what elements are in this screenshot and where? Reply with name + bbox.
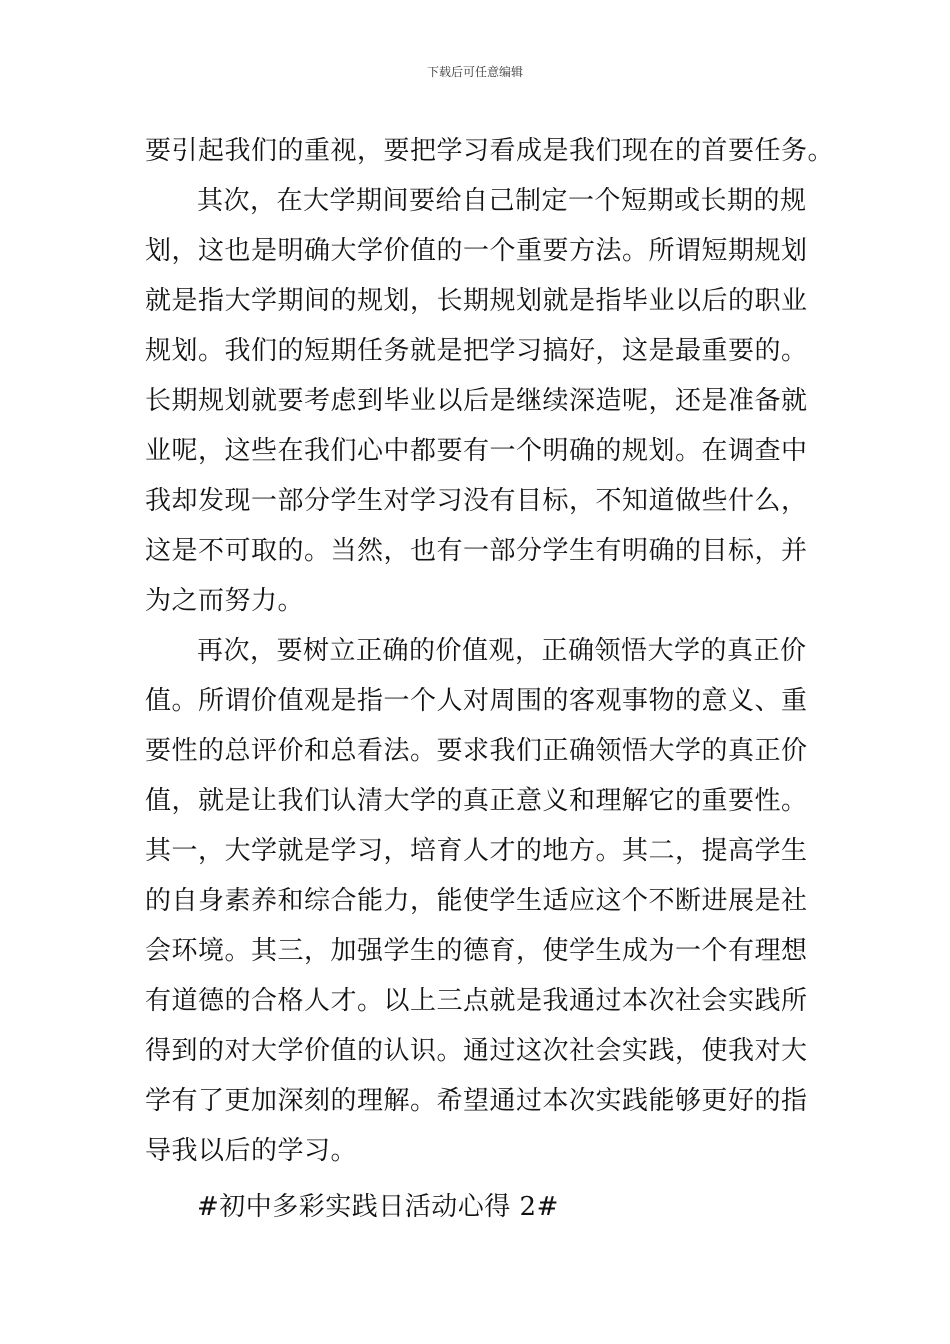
text-line: 长期规划就要考虑到毕业以后是继续深造呢，还是准备就 xyxy=(145,386,808,416)
page-header: 下载后可任意编辑 xyxy=(426,65,523,79)
paragraph-start-line: 其次，在大学期间要给自己制定一个短期或长期的规 xyxy=(197,186,807,216)
text-line: 会环境。其三，加强学生的德育，使学生成为一个有理想 xyxy=(145,936,808,966)
text-line: 要引起我们的重视，要把学习看成是我们现在的首要任务。 xyxy=(145,136,835,166)
text-line: 为之而努力。 xyxy=(145,586,305,616)
text-line: 值。所谓价值观是指一个人对周围的客观事物的意义、重 xyxy=(145,686,808,716)
text-line: 划，这也是明确大学价值的一个重要方法。所谓短期规划 xyxy=(145,236,808,266)
text-line: 有道德的合格人才。以上三点就是我通过本次社会实践所 xyxy=(145,986,808,1016)
text-line: 其一，大学就是学习，培育人才的地方。其二，提高学生 xyxy=(145,836,808,866)
text-line: 这是不可取的。当然，也有一部分学生有明确的目标，并 xyxy=(145,536,808,566)
text-line: 学有了更加深刻的理解。希望通过本次实践能够更好的指 xyxy=(145,1086,808,1116)
text-line: 我却发现一部分学生对学习没有目标，不知道做些什么， xyxy=(145,486,808,516)
document-body xyxy=(145,126,835,1232)
text-line: 得到的对大学价值的认识。通过这次社会实践，使我对大 xyxy=(145,1036,808,1066)
text-line: 业呢，这些在我们心中都要有一个明确的规划。在调查中 xyxy=(145,436,808,466)
text-line: 要性的总评价和总看法。要求我们正确领悟大学的真正价 xyxy=(145,736,808,766)
section-heading: #初中多彩实践日活动心得 2# xyxy=(197,1192,559,1222)
paragraph-start-line: 再次，要树立正确的价值观，正确领悟大学的真正价 xyxy=(197,636,807,666)
text-line: 就是指大学期间的规划，长期规划就是指毕业以后的职业 xyxy=(145,286,808,316)
text-line: 的自身素养和综合能力，能使学生适应这个不断进展是社 xyxy=(145,886,808,916)
text-line: 值，就是让我们认清大学的真正意义和理解它的重要性。 xyxy=(145,786,808,816)
text-line: 导我以后的学习。 xyxy=(145,1136,358,1166)
text-line: 规划。我们的短期任务就是把学习搞好，这是最重要的。 xyxy=(145,336,808,366)
